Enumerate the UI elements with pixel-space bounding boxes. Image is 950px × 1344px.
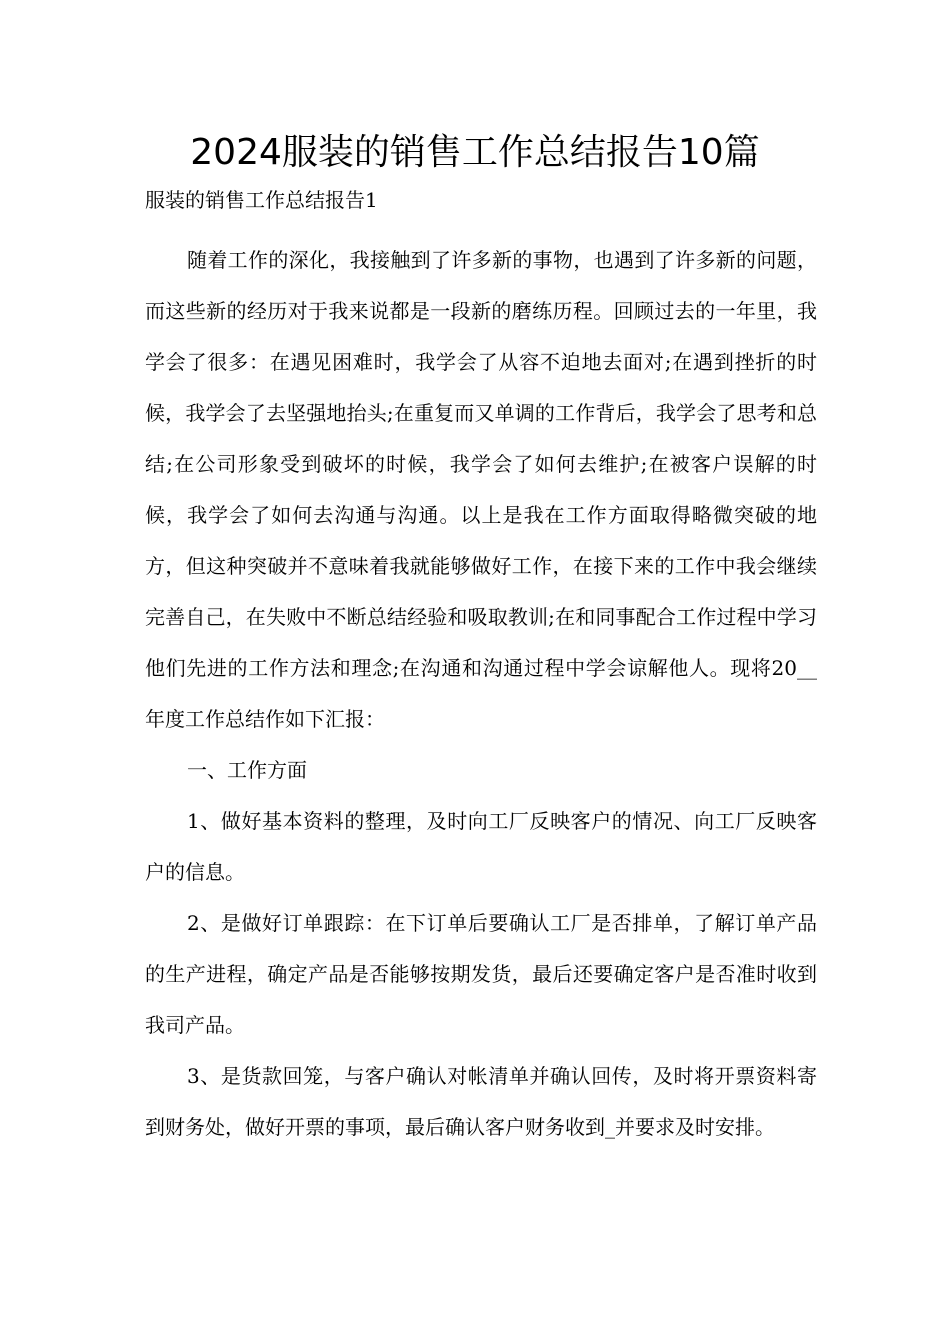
paragraph: 随着工作的深化，我接触到了许多新的事物，也遇到了许多新的问题，而这些新的经历对于我来说都是一段新的磨练历程。回顾过去的一年里，我学会了很多：在遇见困难时，我学会了从容不迫地去面对;在遇到挫折的时候，我学会了去坚强地抬头;在重复而又单调的工作背后，我学会了思考和总结;在公司形象受到破坏的时候，我学会了如何去维护;在被客户误解的时候，我学会了如何去沟通与沟通。以上是我在工作方面取得略微突破的地方，但这种突破并不意味着我就能够做好工作，在接下来的工作中我会继续完善自己，在失败中不断总结经验和吸取教训;在和同事配合工作过程中学习他们先进的工作方法和理念;在沟通和沟通过程中学会谅解他人。现将20__年度工作总结作如下汇报： <box>145 248 817 731</box>
section-heading: 一、工作方面 <box>187 758 307 782</box>
document-title: 2024服装的销售工作总结报告10篇 <box>190 132 760 173</box>
paragraph: 3、是货款回笼，与客户确认对帐清单并确认回传，及时将开票资料寄到财务处，做好开票的事项，最后确认客户财务收到_并要求及时安排。 <box>145 1064 817 1139</box>
paragraph: 1、做好基本资料的整理，及时向工厂反映客户的情况、向工厂反映客户的信息。 <box>145 809 817 884</box>
document-body <box>145 235 817 1153</box>
paragraph: 2、是做好订单跟踪：在下订单后要确认工厂是否排单，了解订单产品的生产进程，确定产品是否能够按期发货，最后还要确定客户是否准时收到我司产品。 <box>145 911 817 1037</box>
section-subtitle: 服装的销售工作总结报告1 <box>145 188 378 212</box>
